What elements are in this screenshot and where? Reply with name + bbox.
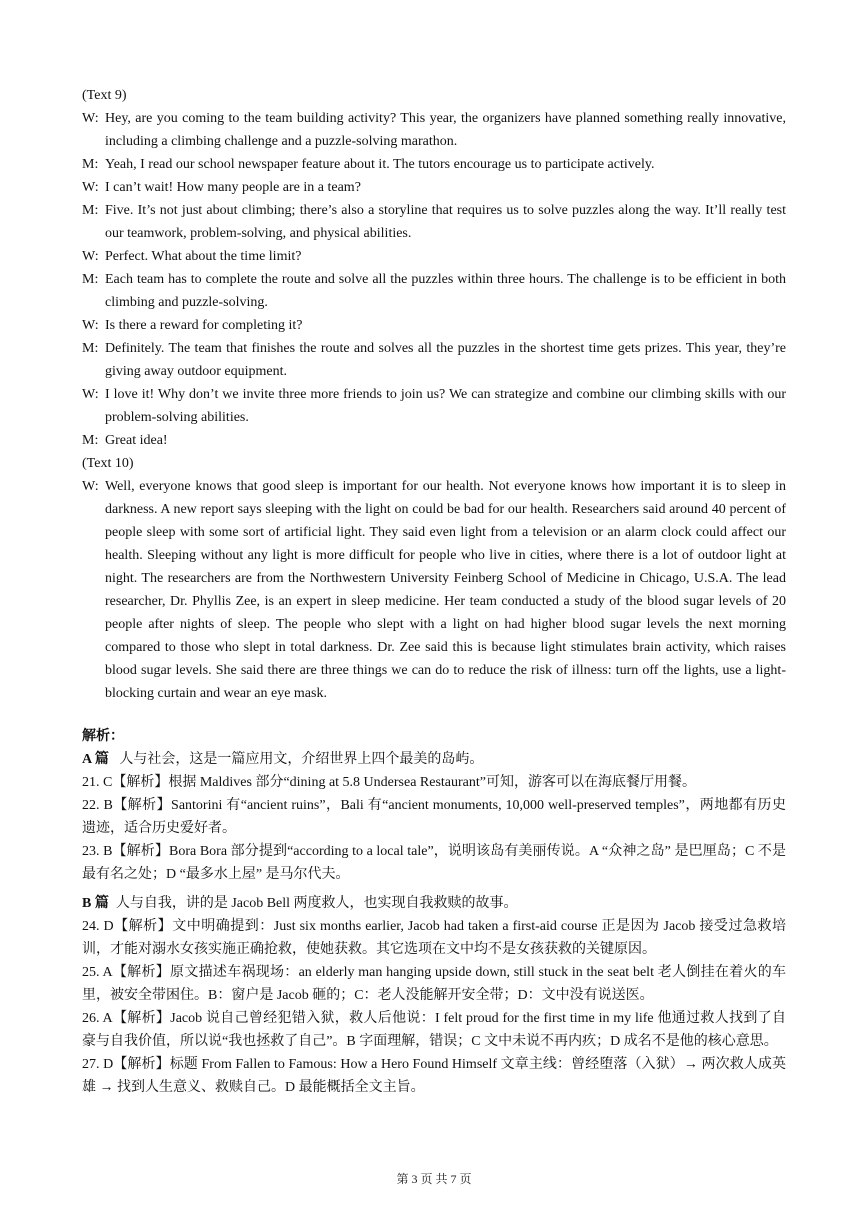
page-content [82,84,786,1099]
answer-number: 26. A【解析】 [82,1011,171,1026]
dialogue-line [82,153,786,176]
speaker: M: [82,433,99,448]
answer-text: 根据 Maldives 部分“dining at 5.8 Undersea Restaurant”可知，游客可以在海底餐厅用餐。 [168,775,696,790]
answer-number: 22. B【解析】 [82,798,172,813]
part-b-label: B 篇 [82,896,109,911]
answer-number: 25. A【解析】 [82,965,171,980]
part-b-summary [82,892,786,915]
answer-number: 24. D【解析】 [82,919,173,934]
part-a-text: 人与社会，这是一篇应用文，介绍世界上四个最美的岛屿。 [119,752,484,767]
utterance: Definitely. The team that finishes the route and solves all the puzzles in the shortest time gets prizes. This year, they’re giving away outdoor equipment. [105,341,786,379]
speaker: W: [82,180,99,195]
utterance: Is there a reward for completing it? [105,318,303,333]
dialogue-line [82,107,786,153]
speaker: W: [82,387,99,402]
speaker: M: [82,157,99,172]
answer-item [82,961,786,1007]
part-a-label: A 篇 [82,752,109,767]
answer-item [82,915,786,961]
speaker: W: [82,318,99,333]
utterance: Hey, are you coming to the team building activity? This year, the organizers have planned something really innovative, including a climbing challenge and a puzzle-solving marathon. [105,111,786,149]
text9-label: (Text 9) [82,88,127,103]
answer-item [82,1007,786,1053]
speaker: W: [82,111,99,126]
text9-dialogue [82,107,786,452]
answer-item [82,1053,786,1099]
answer-number: 21. C【解析】 [82,775,169,790]
answer-number: 23. B【解析】 [82,844,169,859]
dialogue-line [82,314,786,337]
speaker: W: [82,479,99,494]
utterance: Great idea! [105,433,168,448]
dialogue-line [82,337,786,383]
dialogue-line [82,245,786,268]
answer-text: 原文描述车祸现场：an elderly man hanging upside down, still stuck in the seat belt 老人倒挂在着火的车里，被安全带困住。B：窗户是 Jacob 砸的；C：老人没能解开安全带；D：文中没有说送医。 [82,965,787,1003]
speaker: M: [82,272,99,287]
part-b-text: 人与自我，讲的是 Jacob Bell 两度救人，也实现自我救赎的故事。 [115,896,518,911]
utterance: Each team has to complete the route and solve all the puzzles within three hours. The challenge is to be efficient in both climbing and puzzle-solving. [105,272,786,310]
dialogue-line [82,475,786,705]
answer-item [82,771,786,794]
utterance: Perfect. What about the time limit? [105,249,302,264]
utterance: I can’t wait! How many people are in a team? [105,180,361,195]
text10-monologue [82,475,786,705]
utterance: Five. It’s not just about climbing; there’s also a storyline that requires us to solve puzzles along the way. It’ll really test our teamwork, problem-solving, and physical abilities. [105,203,786,241]
utterance: I love it! Why don’t we invite three more friends to join us? We can strategize and combine our climbing skills with our problem-solving abilities. [105,387,786,425]
answer-item [82,794,786,840]
dialogue-line [82,268,786,314]
answer-text: Santorini 有“ancient ruins”，Bali 有“ancient monuments, 10,000 well-preserved temples”，两地都有历史遗迹，适合历史爱好者。 [82,798,786,836]
dialogue-line [82,176,786,199]
answer-number: 27. D【解析】 [82,1057,170,1072]
dialogue-line [82,383,786,429]
dialogue-line [82,199,786,245]
text10-label: (Text 10) [82,456,134,471]
speaker: M: [82,203,99,218]
speaker: M: [82,341,99,356]
page-number: 第 3 页 共 7 页 [396,1172,472,1186]
utterance: Yeah, I read our school newspaper feature about it. The tutors encourage us to participate actively. [105,157,655,172]
answer-text: Bora Bora 部分提到“according to a local tale”，说明该岛有美丽传说。A “众神之岛” 是巴厘岛；C 不是最有名之处；D “最多水上屋” 是马尔代夫。 [82,844,786,882]
answer-text: 标题 From Fallen to Famous: How a Hero Found Himself 文章主线：曾经堕落（入狱）→ 两次救人成英雄 → 找到人生意义、救赎自己。D 最能概括全文主旨。 [82,1057,786,1095]
answer-text: 文中明确提到：Just six months earlier, Jacob had taken a first-aid course 正是因为 Jacob 接受过急救培训，才能对溺水女孩实施正确抢救，使她获救。其它选项在文中均不是女孩获救的关键原因。 [82,919,786,957]
answer-text: Jacob 说自己曾经犯错入狱，救人后他说：I felt proud for the first time in my life 他通过救人找到了自豪与自我价值，所以说“我也拯救了自己”。B 字面理解，错误；C 文中未说不再内疚；D 成名不是他的核心意思。 [82,1011,786,1049]
answer-item [82,840,786,886]
utterance: Well, everyone knows that good sleep is important for our health. Not everyone knows how important it is to sleep in darkness. A new report says sleeping with the light on could be bad for our health. Researchers said around 40 percent of people sleep with some sort of artificial light. They said even light from a television or an alarm clock could affect our health. Sleeping without any light is more difficult for people who live in cities, where there is a lot of outdoor light at night. The researchers are from the Northwestern University Feinberg School of Medicine in Chicago, U.S.A. The lead researcher, Dr. Phyllis Zee, is an expert in sleep medicine. Her team conducted a study of the blood sugar levels of 20 people after nights of sleep. The people who slept with a light on had higher blood sugar levels the next morning compared to those who slept in total darkness. Dr. Zee said this is because light stimulates brain activity, which raises blood sugar levels. She said there are three things we can do to reduce the risk of illness: turn off the lights, use a light-blocking curtain and wear an eye mask. [105,479,786,701]
analysis-title: 解析： [82,729,124,744]
part-a-summary [82,748,786,771]
dialogue-line [82,429,786,452]
speaker: W: [82,249,99,264]
